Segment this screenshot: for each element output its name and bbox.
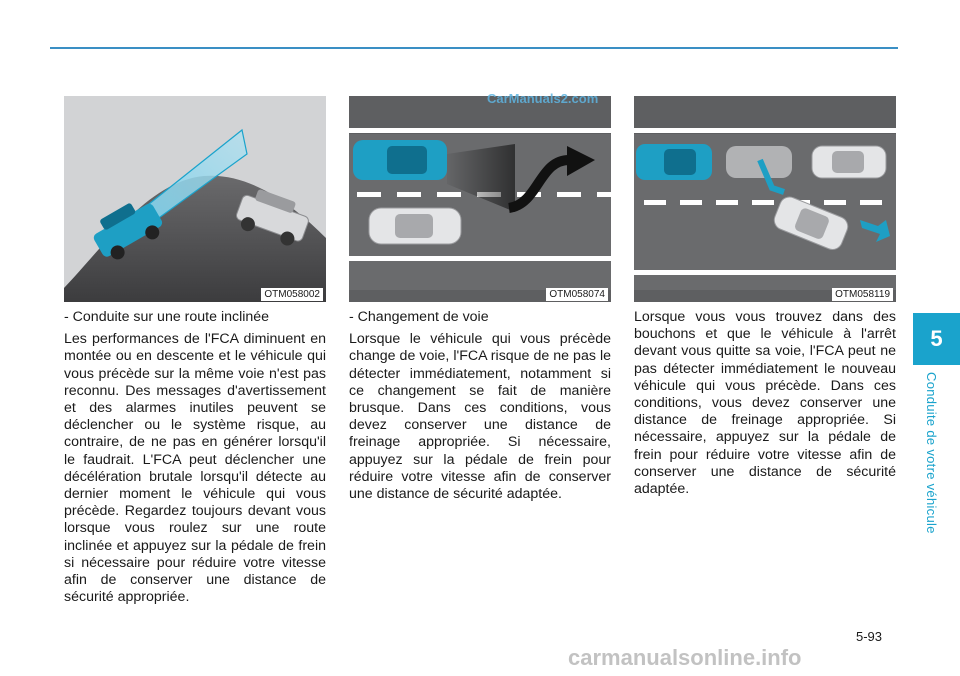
text-column-1 <box>64 309 326 612</box>
paragraph: Les performances de l'FCA diminuent en montée ou en descente et le véhicule qui vous précède sur la même voie n'est pas reconnu. Des messages d'avertissement et des alarmes inutiles peuvent se déclencher ou le système risque, au contraire, de ne pas en générer lorsqu'il le faudrait. L'FCA peut déclencher une décélération brutale lorsqu'il détecte au dernier moment le véhicule qui vous précède. Regardez toujours devant vous lorsque vous roulez sur une route inclinée et appuyez sur la pédale de frein si nécessaire pour réduire votre vitesse afin de conserver une distance de sécurité appropriée. <box>64 331 326 606</box>
chapter-number: 5 <box>930 326 943 351</box>
paragraph: Lorsque vous vous trouvez dans des bouchons et que le véhicule à l'arrêt devant vous quitte sa voie, l'FCA peut ne pas détecter immédiatement le nouveau véhicule qui vous précède. Dans ces conditions, vous devez conserver une distance de freinage appropriée. Si nécessaire, appuyez sur la pédale de frein pour réduire votre vitesse afin de conserver une distance de sécurité adaptée. <box>634 309 896 498</box>
lane-line-bottom <box>349 256 611 261</box>
illustration-traffic-jam <box>634 96 896 302</box>
own-vehicle-blue <box>353 140 447 180</box>
lane-line-top <box>634 128 896 133</box>
lane-line-top <box>349 128 611 133</box>
illustration-road-incline <box>64 96 326 302</box>
subheading: - Changement de voie <box>349 309 489 325</box>
header-rule <box>50 47 898 49</box>
page-number: 5-93 <box>856 629 883 644</box>
lead-vehicle-silver <box>369 208 461 244</box>
figure-code: OTM058074 <box>546 288 608 301</box>
figure-code: OTM058119 <box>832 288 893 301</box>
lane-line-bottom <box>634 270 896 275</box>
text-column-2 <box>349 309 611 509</box>
next-vehicle-silver <box>812 146 886 178</box>
subheading: - Conduite sur une route inclinée <box>64 309 270 325</box>
watermark-bottom: carmanualsonline.info <box>568 645 802 670</box>
text-column-3 <box>634 309 896 504</box>
illustration-lane-change <box>349 96 611 302</box>
figure-code: OTM058002 <box>261 288 323 301</box>
figure-lane-change <box>349 96 611 302</box>
figure-traffic-jam <box>634 96 896 302</box>
own-vehicle-blue <box>636 144 712 180</box>
paragraph: Lorsque le véhicule qui vous précède change de voie, l'FCA risque de ne pas le détecter immédiatement, notamment si ce changement se fait de manière brusque. Dans ces conditions, vous devez conserver une distance de freinage appropriée. Si nécessaire, appuyez sur la pédale de frein pour réduire votre vitesse afin de conserver une distance de sécurité adaptée. <box>349 331 611 503</box>
watermark-top: CarManuals2.com <box>487 91 599 106</box>
chapter-title: Conduite de votre véhicule <box>924 372 939 534</box>
figure-road-incline <box>64 96 326 302</box>
